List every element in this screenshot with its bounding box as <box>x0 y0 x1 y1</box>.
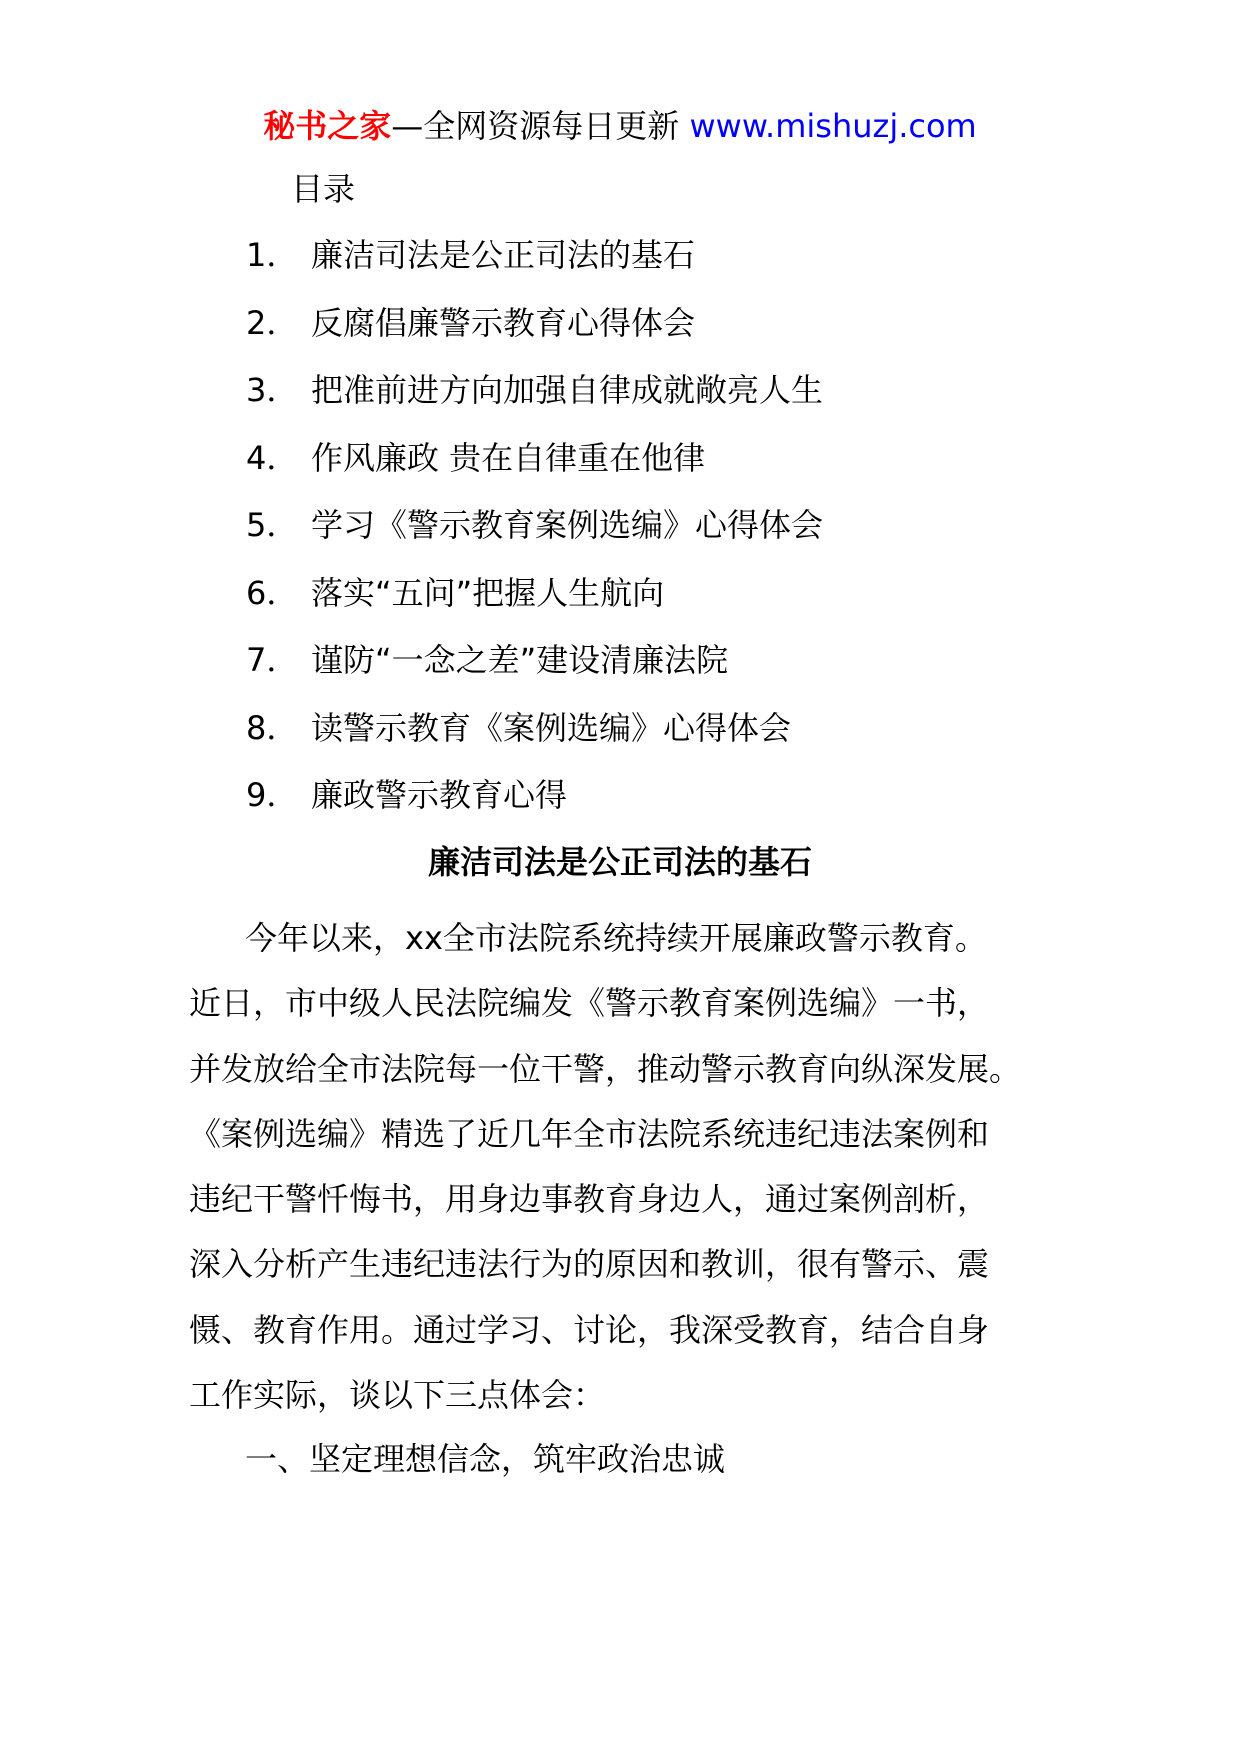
section-heading: 一、坚定理想信念，筑牢政治忠诚 <box>245 1440 726 1478</box>
toc-item <box>246 301 823 369</box>
body-line: 《案例选编》精选了近几年全市法院系统违纪违法案例和 <box>189 1114 990 1153</box>
toc-item <box>246 233 823 301</box>
toc-item-number: 5． <box>246 506 299 544</box>
toc-item-label: 廉政警示教育心得 <box>311 776 568 814</box>
toc-item-label: 反腐倡廉警示教育心得体会 <box>311 303 696 342</box>
toc-item-number: 6． <box>246 573 299 612</box>
body-line: 近日，市中级人民法院编发《警示教育案例选编》一书， <box>189 984 990 1023</box>
toc-item-number: 7． <box>246 641 299 679</box>
toc-item <box>246 368 823 436</box>
toc-item-label: 落实“五问”把握人生航向 <box>311 573 665 612</box>
body-line: 并发放给全市法院每一位干警，推动警示教育向纵深发展。 <box>189 1049 1022 1088</box>
toc-item <box>246 571 823 639</box>
toc-item-number: 2． <box>246 303 299 342</box>
toc-item <box>246 503 823 571</box>
body-line: 深入分析产生违纪违法行为的原因和教训，很有警示、震 <box>189 1245 990 1284</box>
article-body <box>189 906 1059 1428</box>
toc-item-label: 把准前进方向加强自律成就敞亮人生 <box>311 371 824 409</box>
body-line: 慑、教育作用。通过学习、讨论，我深受教育，结合自身 <box>189 1310 990 1349</box>
site-url-link[interactable]: www.mishuzj.com <box>689 107 977 145</box>
site-tagline: —全网资源每日更新 <box>391 107 690 145</box>
toc-item-number: 9． <box>246 776 299 814</box>
toc-item <box>246 436 823 504</box>
site-brand: 秘书之家 <box>263 107 392 145</box>
toc-item-label: 谨防“一念之差”建设清廉法院 <box>311 641 729 679</box>
toc-item-number: 1． <box>246 236 299 274</box>
toc-item-number: 3． <box>246 371 299 409</box>
toc-item-label: 读警示教育《案例选编》心得体会 <box>311 708 792 747</box>
toc-item-number: 4． <box>246 438 299 477</box>
toc-item <box>246 706 823 774</box>
toc-item-label: 作风廉政 贵在自律重在他律 <box>311 438 706 477</box>
article-title: 廉洁司法是公正司法的基石 <box>427 843 812 881</box>
site-header <box>0 104 1240 148</box>
body-line: 违纪干警忏悔书，用身边事教育身边人，通过案例剖析， <box>189 1180 990 1219</box>
body-line: 今年以来，xx全市法院系统持续开展廉政警示教育。 <box>245 919 987 957</box>
toc-item-label: 廉洁司法是公正司法的基石 <box>311 236 696 274</box>
table-of-contents <box>246 233 823 841</box>
toc-item-label: 学习《警示教育案例选编》心得体会 <box>311 506 824 544</box>
toc-title: 目录 <box>291 170 356 208</box>
toc-item <box>246 773 823 841</box>
toc-item-number: 8． <box>246 708 299 747</box>
body-line: 工作实际，谈以下三点体会： <box>189 1376 606 1415</box>
toc-item <box>246 638 823 706</box>
